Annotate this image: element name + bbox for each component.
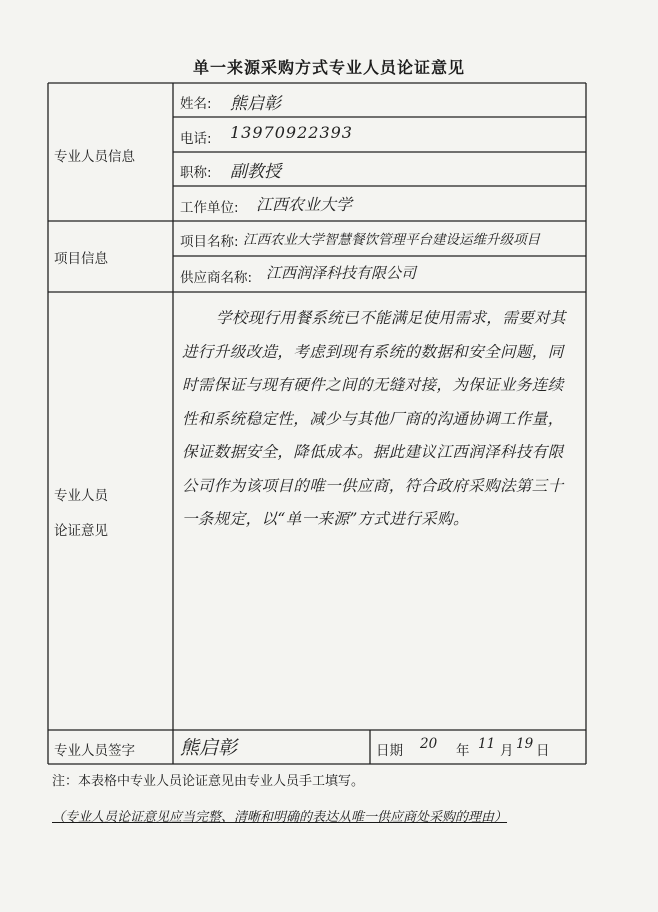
form-title: 单一来源采购方式专业人员论证意见 xyxy=(192,58,465,77)
job-title-value: 副教授 xyxy=(230,162,281,182)
work-unit-label: 工作单位: xyxy=(180,200,239,216)
supplier-name-value: 江西润泽科技有限公司 xyxy=(266,264,417,282)
supplier-name-label: 供应商名称: xyxy=(180,270,253,286)
date-day: 19 xyxy=(516,736,534,752)
date-month: 11 xyxy=(478,736,496,752)
phone-value: 13970922393 xyxy=(230,123,353,142)
footnote-requirement: （专业人员论证意见应当完整、清晰和明确的表达从唯一供应商处采购的理由） xyxy=(52,810,508,825)
project-name-value: 江西农业大学智慧餐饮管理平台建设运维升级项目 xyxy=(243,232,540,248)
work-unit-value: 江西农业大学 xyxy=(256,195,353,214)
project-name-label: 项目名称: xyxy=(180,234,239,250)
date-day-unit: 日 xyxy=(536,743,550,759)
name-value: 熊启彰 xyxy=(230,94,281,114)
date-month-unit: 月 xyxy=(500,743,514,759)
opinion-text: 学校现行用餐系统已不能满足使用需求，需要对其进行升级改造，考虑到现有系统的数据和安全问题，同时需保证与现有硬件之间的无缝对接，为保证业务连续性和系统稳定性，减少与其他厂商的沟通协调工作量，保证数据安全，降低成本。据此建议江西润泽科技有限公司作为该项目的唯一供应商，符合政府采购法第三十一条规定，以“单一来源”方式进行采购。 xyxy=(182,309,566,528)
date-year: 20 xyxy=(420,736,438,752)
opinion-label-line1: 专业人员 xyxy=(54,488,108,504)
date-label: 日期 xyxy=(376,743,403,759)
footnote: 注：本表格中专业人员论证意见由专业人员手工填写。 xyxy=(52,774,365,789)
signature-value: 熊启彰 xyxy=(180,737,238,759)
expert-info-label: 专业人员信息 xyxy=(54,149,135,165)
opinion-label-line2: 论证意见 xyxy=(54,523,108,539)
date-year-unit: 年 xyxy=(456,743,470,759)
phone-label: 电话: xyxy=(180,131,212,147)
signature-label: 专业人员签字 xyxy=(54,743,135,759)
project-info-label: 项目信息 xyxy=(54,251,108,267)
name-label: 姓名: xyxy=(180,96,212,112)
job-title-label: 职称: xyxy=(180,165,212,181)
